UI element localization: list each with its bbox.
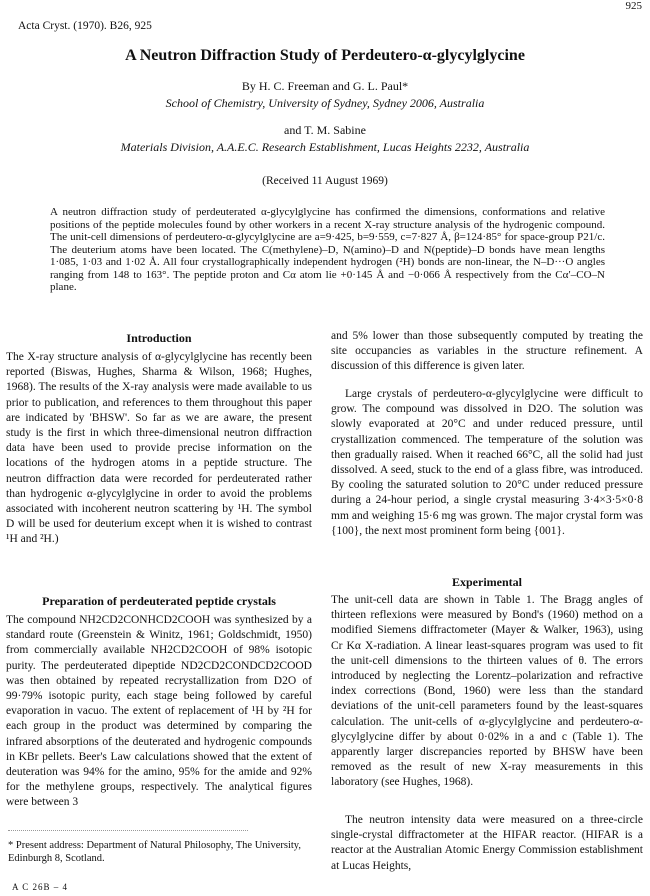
preparation-heading: Preparation of perdeuterated peptide crystals — [42, 594, 276, 608]
right-paragraph-3: The unit-cell data are shown in Table 1. The Bragg angles of thirteen reflexions were measured by Bond's (1960) method on a modified Siemens diffractometer (Mayer & Walker, 1963), using Cr Kα X-radiation. A linear least-squares program was used to fit the unit-cell dimensions to the thirteen values of θ. The errors introduced by neglecting the Lorentz–polarization and refractive index corrections (Bond, 1960) were less than the standard deviations of the unit-cell parameters found by the least-squares calculation. The unit-cells of α-glycylglycine and perdeutero-α-glycylglycine differ by about 0·02% in a and c (Table 1). The apparently larger discrepancies reported by BHSW have been removed as the result of new X-ray measurements in this laboratory (see Hughes, 1968). — [331, 594, 643, 789]
journal-citation: Acta Cryst. (1970). B26, 925 — [18, 20, 152, 32]
footer-code: A C 26B – 4 — [12, 882, 69, 892]
right-paragraph-2: Large crystals of perdeutero-α-glycylglycine were difficult to grow. The compound was dissolved in D2O. The solution was slowly evaporated at 20°C and under reduced pressure, until crystallization commenced. The temperature of the solution was then gradually raised. When it reached 66°C, all the solid had just dissolved. A seed, stuck to the end of a glass fibre, was introduced. By cooling the saturated solution to 20°C under reduced pressure during a 24-hour period, a single crystal measuring 3·4×3·5×0·8 mm and weighing 15·6 mg was grown. The major crystal form was {100}, the next most prominent form being {001}. — [331, 388, 643, 537]
paper-title: A Neutron Diffraction Study of Perdeutero-α-glycylglycine — [125, 47, 525, 64]
introduction-paragraph: The X-ray structure analysis of α-glycylglycine has recently been reported (Biswas, Hughes, Sharma & Wilson, 1968; Hughes, 1968). The results of the X-ray analysis were made available to us prior to publication, and references to them throughout this paper are indicated by 'BHSW'. So far as we are aware, the present study is the first in which three-dimensional neutron diffraction data have been used to provide precise information on the locations of the hydrogen atoms in a peptide structure. The neutron diffraction data were recorded for perdeuterated rather than hydrogenic α-glycylglycine in order to avoid the problems associated with incoherent neutron scattering by ¹H. The symbol D will be used for deuterium except when it is wished to contrast ¹H and ²H.) — [6, 351, 312, 546]
footnote: * Present address: Department of Natural Philosophy, The University, Edinburgh 8, Scotland. — [8, 840, 301, 864]
affiliation-2: Materials Division, A.A.E.C. Research Establishment, Lucas Heights 2232, Australia — [120, 140, 530, 154]
preparation-paragraph: The compound NH2CD2CONHCD2COOH was synthesized by a standard route (Greenstein & Winitz, 1961; Goldschmidt, 1950) from commercially available NH2CD2COOH of 98% isotopic purity. The perdeuterated dipeptide ND2CD2CONDCD2COOD was then obtained by repeated recrystallization from D2O of 99·79% isotopic purity, each stage being followed by careful evaporation in vacuo. The extent of replacement of ¹H by ²H for each group in the product was determined by comparing the infrared absorptions of the deuterated and hydrogenic compounds in KBr pellets. Beer's Law calculations showed that the extent of deuteration was 94% for the amino, 95% for the amide and 92% for the methylene groups, respectively. The analytical figures were between 3 — [6, 614, 312, 809]
received-date: (Received 11 August 1969) — [262, 175, 388, 187]
footnote-divider — [8, 830, 248, 831]
experimental-heading: Experimental — [452, 575, 522, 589]
right-paragraph-4: The neutron intensity data were measured on a three-circle single-crystal diffractometer at the HIFAR reactor. (HIFAR is a reactor at the Australian Atomic Energy Commission establishment at Lucas Heights, — [331, 814, 643, 872]
right-paragraph-1: and 5% lower than those subsequently computed by treating the site occupancies as variables in the structure refinement. A discussion of this difference is given later. — [331, 330, 643, 373]
affiliation-1: School of Chemistry, University of Sydney, Sydney 2006, Australia — [165, 96, 485, 110]
authors-line-1: By H. C. Freeman and G. L. Paul* — [241, 79, 409, 93]
page-number: 925 — [625, 0, 642, 12]
authors-line-2: and T. M. Sabine — [284, 123, 366, 137]
introduction-heading: Introduction — [126, 331, 192, 345]
abstract: A neutron diffraction study of perdeuterated α-glycylglycine has confirmed the dimensions, conformations and relative positions of the peptide molecules found by other workers in a recent X-ray structure analysis of the hydrogenic compound. The unit-cell dimensions of perdeutero-α-glycylglycine are a=9·425, b=9·559, c=7·827 Å, β=124·85° for space-group P21/c. The deuterium atoms have been located. The C(methylene)–D, N(amino)–D and N(peptide)–D bonds have mean lengths 1·085, 1·03 and 1·02 Å. All four crystallographically independent hydrogen (²H) bonds are non-linear, the N–D···O angles ranging from 148 to 163°. The peptide proton and Cα atom lie +0·145 Å and −0·066 Å respectively from the Cα′–CO–N plane. — [50, 206, 605, 293]
